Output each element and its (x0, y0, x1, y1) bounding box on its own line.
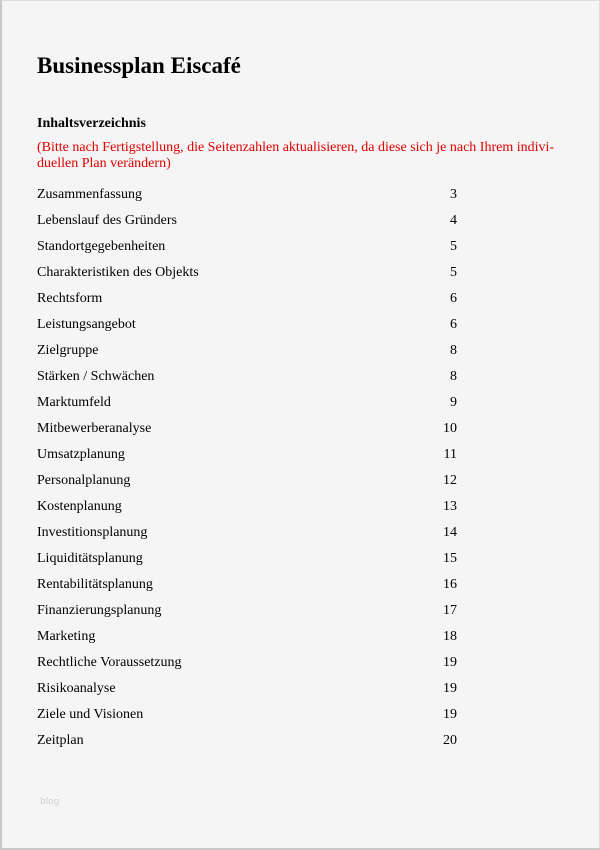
toc-entry-page: 17 (443, 603, 457, 618)
table-of-contents (37, 186, 457, 758)
toc-entry-page: 5 (450, 265, 457, 280)
toc-entry-label: Leistungsangebot (37, 317, 136, 332)
toc-entry-label: Liquiditätsplanung (37, 551, 143, 566)
toc-entry-page: 5 (450, 239, 457, 254)
toc-entry (37, 576, 457, 602)
watermark: blog (40, 797, 60, 807)
toc-entry (37, 550, 457, 576)
toc-entry-label: Ziele und Visionen (37, 707, 144, 722)
toc-entry-page: 8 (450, 369, 457, 384)
toc-entry-page: 10 (443, 421, 457, 436)
toc-entry (37, 238, 457, 264)
toc-entry-label: Stärken / Schwächen (37, 369, 155, 384)
toc-entry-label: Charakteristiken des Objekts (37, 265, 199, 280)
toc-entry-page: 13 (443, 499, 457, 514)
toc-entry-page: 4 (450, 213, 457, 228)
toc-entry-page: 12 (443, 473, 457, 488)
toc-entry-page: 18 (443, 629, 457, 644)
toc-entry-page: 8 (450, 343, 457, 358)
toc-entry (37, 472, 457, 498)
toc-entry (37, 732, 457, 758)
toc-entry (37, 524, 457, 550)
toc-entry-label: Personalplanung (37, 473, 131, 488)
toc-entry-page: 20 (443, 733, 457, 748)
toc-entry-label: Investitionsplanung (37, 525, 148, 540)
toc-entry (37, 446, 457, 472)
toc-entry-label: Rechtsform (37, 291, 103, 306)
toc-entry-label: Zusammenfassung (37, 187, 142, 202)
toc-entry (37, 498, 457, 524)
toc-entry-page: 9 (450, 395, 457, 410)
update-note: (Bitte nach Fertigstellung, die Seitenzahlen aktualisieren, da diese sich je nach Ihrem indivi-duellen Plan verändern) (37, 140, 555, 171)
toc-entry-page: 3 (450, 187, 457, 202)
toc-entry (37, 394, 457, 420)
toc-entry (37, 654, 457, 680)
toc-entry-page: 6 (450, 317, 457, 332)
toc-entry (37, 212, 457, 238)
toc-entry-label: Zeitplan (37, 733, 84, 748)
toc-entry-label: Rechtliche Voraussetzung (37, 655, 182, 670)
toc-entry-label: Risikoanalyse (37, 681, 116, 696)
toc-entry (37, 680, 457, 706)
toc-entry (37, 264, 457, 290)
toc-entry-label: Rentabilitätsplanung (37, 577, 153, 592)
toc-entry-page: 19 (443, 655, 457, 670)
toc-entry-page: 19 (443, 681, 457, 696)
toc-entry-page: 6 (450, 291, 457, 306)
toc-entry-label: Marketing (37, 629, 96, 644)
toc-entry-page: 16 (443, 577, 457, 592)
toc-entry-label: Lebenslauf des Gründers (37, 213, 177, 228)
toc-entry (37, 290, 457, 316)
toc-entry-page: 15 (443, 551, 457, 566)
toc-entry-label: Finanzierungsplanung (37, 603, 162, 618)
toc-entry-page: 11 (443, 447, 457, 462)
toc-entry (37, 420, 457, 446)
toc-entry (37, 342, 457, 368)
toc-entry (37, 628, 457, 654)
toc-entry (37, 368, 457, 394)
toc-entry (37, 706, 457, 732)
toc-entry-label: Zielgruppe (37, 343, 99, 358)
toc-entry (37, 316, 457, 342)
toc-entry (37, 602, 457, 628)
document-title: Businessplan Eiscafé (37, 53, 241, 78)
toc-entry-page: 14 (443, 525, 457, 540)
toc-entry-label: Kostenplanung (37, 499, 122, 514)
toc-entry-label: Umsatzplanung (37, 447, 125, 462)
toc-entry-label: Marktumfeld (37, 395, 111, 410)
toc-entry (37, 186, 457, 212)
toc-entry-page: 19 (443, 707, 457, 722)
toc-entry-label: Standortgegebenheiten (37, 239, 166, 254)
toc-heading: Inhaltsverzeichnis (37, 116, 146, 131)
toc-entry-label: Mitbewerberanalyse (37, 421, 152, 436)
